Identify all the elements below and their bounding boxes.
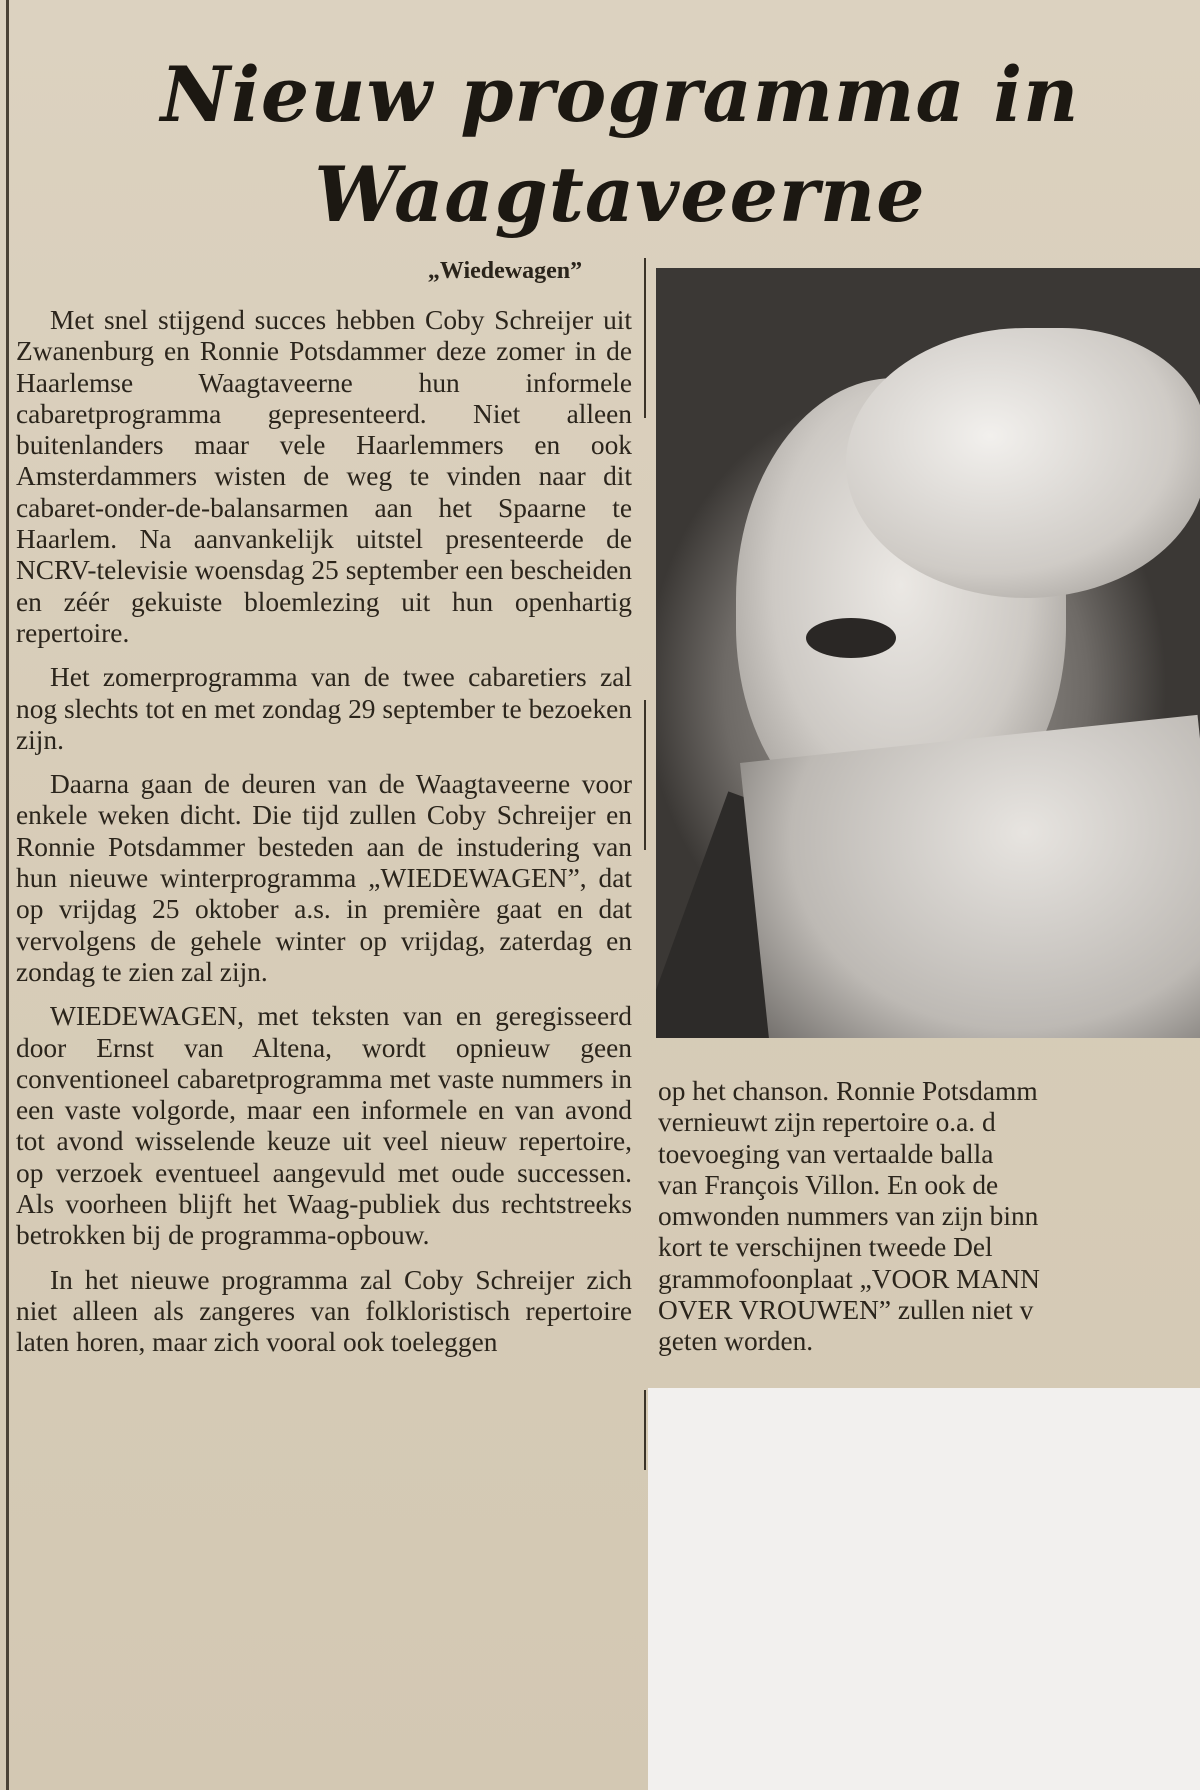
photo-mouth-shape	[806, 618, 896, 658]
photo-collar-shape	[740, 715, 1200, 1038]
photo-cap-shape	[846, 328, 1200, 598]
column-rule	[644, 1390, 646, 1470]
column-rule	[644, 700, 646, 850]
right-column-line: kort te verschijnen tweede Del	[658, 1232, 993, 1263]
left-edge-line	[6, 0, 9, 1790]
left-column	[16, 305, 632, 1372]
right-column-line: geten worden.	[658, 1326, 814, 1357]
paragraph-4: WIEDEWAGEN, met teksten van en geregisseerd door Ernst van Altena, wordt opnieuw geen conventioneel cabaretprogramma met vaste nummers in een vaste volgorde, maar een informele en van avond tot avond wisselende keuze uit veel nieuw repertoire, op verzoek eventueel aangevuld met oude successen. Als voorheen blijft het Waag-publiek dus rechtstreeks betrokken bij de programma-opbouw.	[16, 1001, 632, 1251]
paragraph-5: In het nieuwe programma zal Coby Schreijer zich niet alleen als zangeres van folkloristisch repertoire laten horen, maar zich vooral ook toeleggen	[16, 1264, 632, 1358]
portrait-photo	[656, 268, 1200, 1038]
subheading: „Wiedewagen”	[427, 258, 583, 284]
paragraph-2: Het zomerprogramma van de twee cabaretiers zal nog slechts tot en met zondag 29 september te bezoeken zijn.	[16, 662, 632, 755]
right-column	[658, 1076, 1200, 1358]
paragraph-1: Met snel stijgend succes hebben Coby Schreijer uit Zwanenburg en Ronnie Potsdammer deze zomer in de Haarlemse Waagtaveerne hun informele cabaretprogramma gepresenteerd. Niet alleen buitenlanders maar vele Haarlemmers en ook Amsterdammers wisten de weg te vinden naar dit cabaret-onder-de-balansarmen aan het Spaarne te Haarlem. Na aanvankelijk uitstel presenteerde de NCRV-televisie woensdag 25 september een bescheiden en zéér gekuiste bloemlezing uit hun openhartig repertoire.	[16, 305, 632, 648]
paragraph-3: Daarna gaan de deuren van de Waagtaveerne voor enkele weken dicht. Die tijd zullen Coby Schreijer en Ronnie Potsdammer besteden aan de instudering van hun nieuwe winterprogramma „WIEDEWAGEN”, dat op vrijdag 25 oktober a.s. in première gaat en dat vervolgens de gehele winter op vrijdag, zaterdag en zondag te zien zal zijn.	[16, 769, 632, 987]
right-column-line: OVER VROUWEN” zullen niet v	[658, 1295, 1034, 1326]
right-column-line: grammofoonplaat „VOOR MANN	[658, 1263, 1040, 1294]
headline	[110, 45, 1130, 245]
right-column-line: vernieuwt zijn repertoire o.a. d	[658, 1107, 996, 1138]
headline-line-2: Waagtaveerne	[314, 150, 926, 239]
right-column-line: van François Villon. En ook de	[658, 1169, 999, 1200]
column-rule	[644, 258, 646, 418]
right-column-line: toevoeging van vertaalde balla	[658, 1138, 994, 1169]
right-column-line: omwonden nummers van zijn binn	[658, 1201, 1039, 1232]
background-area	[648, 1388, 1200, 1790]
right-column-line: op het chanson. Ronnie Potsdamm	[658, 1076, 1038, 1106]
headline-line-1: Nieuw programma in	[160, 50, 1080, 139]
